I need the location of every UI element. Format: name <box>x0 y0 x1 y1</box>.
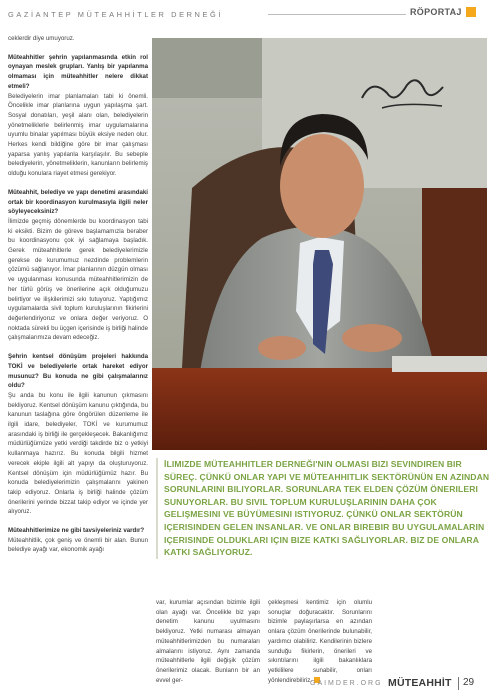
interview-question: Müteahhit, belediye ve yapı denetimi arasındaki ortak bir koordinasyon kurulmasıyla ilgili neler söyleyeceksiniz? <box>8 188 148 216</box>
bottom-column-2-text: çekleşmesi kentimiz için olumlu sonuçlar doğuracaktır. Sorunlarını bizimle paylaşırlarsa en azından onlara çözüm önerilerinde bulunabilir, yardımcı olabiliriz. Kendilerinin bizlere sunduğu fikirlerin, önerileri ve sıkıntılarını ilgili bakanlıklara yetkililere sunabilir, onları yönlendirebiliriz. <box>268 599 372 684</box>
interview-answer: Belediyelerin imar planlamaları tabi ki önemli. Öncelikle imar planlarına uygun yapılaşma şart. Sosyal donatıları, yeşil alanı olan, belediyelerin yönetmeliklerle belirlenmiş imar uygulamalarına uyumlu binalar yapılması büyük eksiye neden olur. Herkes kendi bildiğine göre bir imar çalışması yaparsa yanlış yapılanla karşılaşılır. Bu sebeple belediyelerin, yönetmeliklerin, kanunların belirlemiş olduğu konulara riayet etmesi gerekiyor. <box>8 92 148 178</box>
footer-divider <box>458 677 459 690</box>
interview-question: Müteahhitlerimize ne gibi tavsiyeleriniz vardır? <box>8 527 145 535</box>
interview-answer: İlimizde geçmiş dönemlerde bu koordinasyon tabi ki eksikti. Bizim de göreve başlamamızla beraber bu koordinasyonu çok iyi sağlamaya başladık. Gerek müteahhitlerle gerek belediyelerimizle gerekse de kurumumuz nezdinde problemlerin çözümü sağlanıyor. İmar planlarının düzgün olması ve uygulanması konusunda müteahhitlerimizin de her türlü görüş ve önerilerine açık olduğumuzu belirtiyor ve ilişkilerimizi sıkı tutuyoruz. Yaptığımız uygulamalarda sivil toplum kuruluşlarının fikirlerini değerlendiriyoruz ve onlara değer veriyoruz. O noktada sürekli bu üçgen içerisinde iş birliği halinde çalışmalarımıza devam edeceğiz. <box>8 217 148 342</box>
section-label: RÖPORTAJ <box>410 7 462 17</box>
interview-photo <box>152 38 487 450</box>
interview-question: Müteahhitler şehrin yapılanmasında etkin rol oynayan meslek grupları. Yanlış bir yapılanma olmaması için müteahhitler nelere dikkat etmeli? <box>8 53 148 90</box>
bottom-column-1: var, kurumlar açısından bizimle ilgili olan ayağı var. Öncelikle biz yapı denetim kanunu uyulmasını bekliyoruz. Yetki numarası almayan müteahhitlerimizden bu numaraları almalarını istiyoruz. Aynı zamanda müteahhitlerle ilgili değişik çözüm önerilerimiz olacak. Bunların bir an evvel ger- <box>156 599 260 684</box>
footer-site: GAIMDER.ORG <box>310 680 383 687</box>
footer-brand: MÜTEAHHİT <box>388 677 452 689</box>
interview-question: Şehrin kentsel dönüşüm projeleri hakkında TOKİ ve belediyelerle ortak hareket ediyor musunuz? Bu konuda ne gibi çalışmalarınız oldu? <box>8 353 148 390</box>
header-org-name: GAZİANTEP MÜTEAHHİTLER DERNEĞİ <box>8 10 224 19</box>
bottom-column-2 <box>268 598 372 685</box>
pull-quote: İLIMIZDE MÜTEAHHITLER DERNEĞI'NIN OLMASI BIZI SEVINDIREN BIR SÜREÇ. ÇÜNKÜ ONLAR YAPI VE MÜTEAHHITLIK SEKTÖRÜNÜN EN AZINDAN SORUNLARINI BILIYORLAR. SORUNLARA TEK ELDEN ÇÖZÜM ÖNERILERI SUNUYORLAR. BU SIVIL TOPLUM KURULUŞLARININ DAHA ÇOK GELIŞMESINI VE BÜYÜMESINI ISTIYORUZ. ÇÜNKÜ ONLAR SEKTÖRÜN IÇERISINDEN GELEN INSANLAR. VE ONLAR BIREBIR BU UYGULAMALARIN IÇERISINDE OLDUKLARI IÇIN BIZE KATKI SAĞLIYORLAR. BIZ DE ONLARA KATKI SAĞLIYORUZ. <box>156 458 490 559</box>
left-article-column <box>8 34 148 555</box>
page-number: 29 <box>463 677 475 688</box>
bottom-columns <box>156 598 486 685</box>
header-rule <box>268 14 406 15</box>
section-square-icon <box>466 7 476 17</box>
interview-answer: Şu anda bu konu ile ilgili kanunun çıkmasını bekliyoruz. Kentsel dönüşüm kanunu çıktığında, bu kanunun taslağına göre öngörülen düzenleme ile ilgili idare, belediyeler, TOKİ ve kurumumuz arasındaki iş birliği ile gerçekleşecek. Bakanlığımız müdürlüğümüze yetki verdiği takdirde biz o yetkiyi kullanmaya hazırız. Bu konuda bilgili hizmet verecek ekiple ilgili alt yapıyı da oluşturuyoruz. Kentsel dönüşüm için müdürlüğümüz hazır. Bu konuda belediyelerimizin çalışmalarını yakinen takip ediyoruz. Onlarla iş birliği halinde çözüm önerilerini yerinde bizzat takip ediyor ve içinde yer alıyoruz. <box>8 391 148 516</box>
interview-answer: ceklerdir diye umuyoruz. <box>8 35 75 42</box>
interview-answer: Müteahhitlik, çok geniş ve önemli bir alan. Bunun belediye ayağı var, ekonomik ayağı <box>8 536 148 554</box>
